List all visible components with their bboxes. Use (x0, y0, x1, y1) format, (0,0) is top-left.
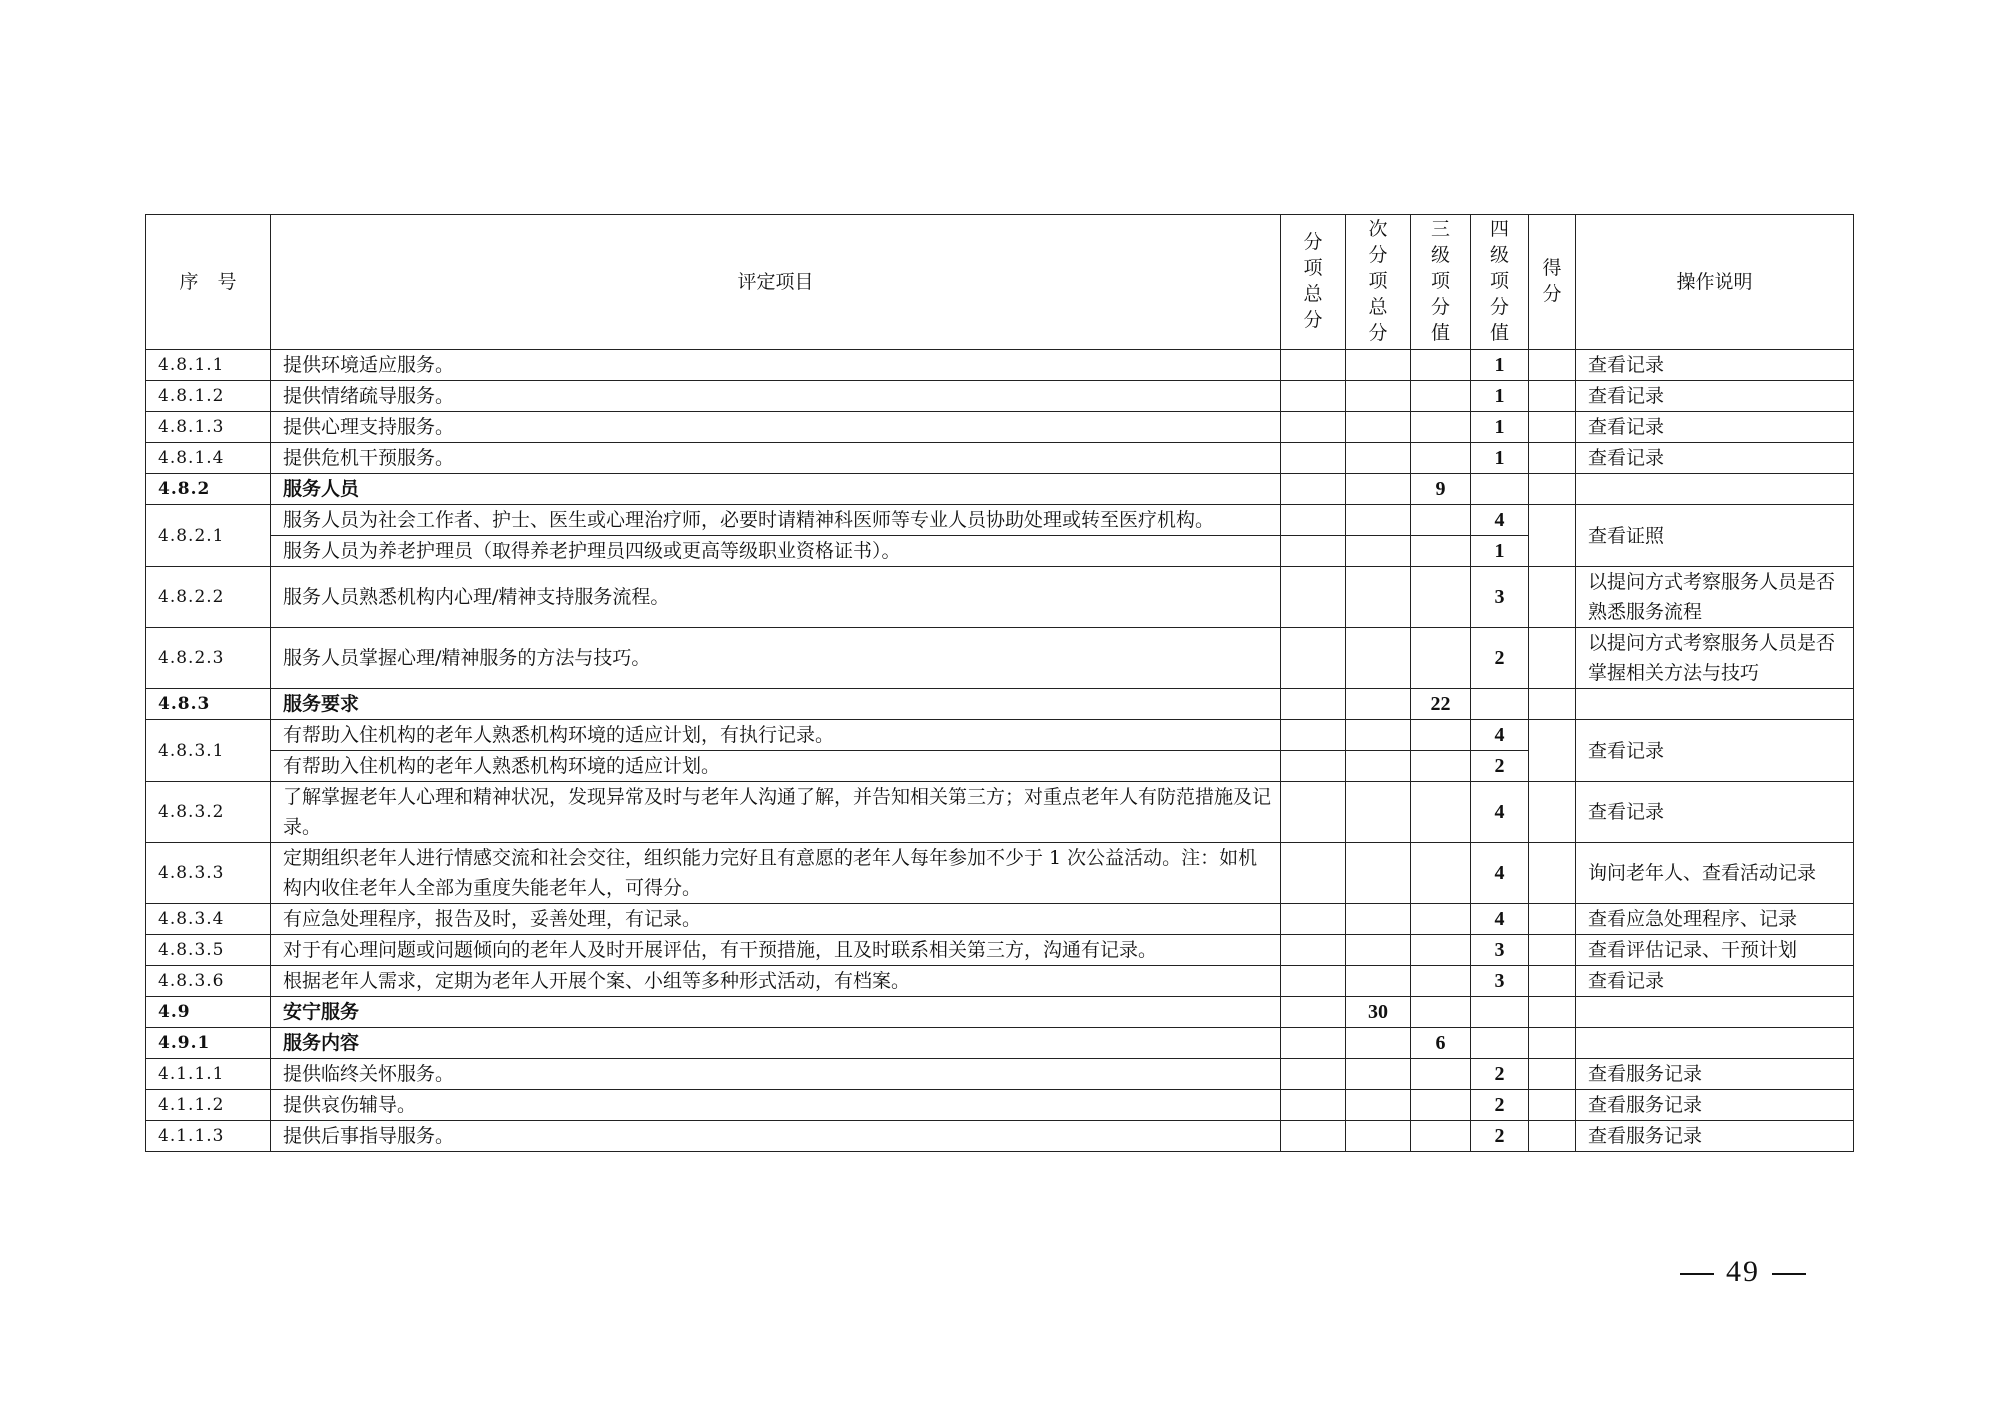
row-item: 提供心理支持服务。 (271, 412, 1281, 443)
table-row (146, 1090, 1854, 1121)
row-note: 查看记录 (1576, 381, 1854, 412)
row-item: 服务人员熟悉机构内心理/精神支持服务流程。 (271, 567, 1281, 628)
row-item: 有帮助入住机构的老年人熟悉机构环境的适应计划。 (271, 751, 1281, 782)
page-number (1668, 1255, 1818, 1289)
row-code: 4.8.3.5 (146, 935, 271, 966)
row-note: 查看记录 (1576, 443, 1854, 474)
header-row (146, 215, 1854, 350)
row-code: 4.8.1.3 (146, 412, 271, 443)
row-score-cell (1529, 843, 1576, 904)
table-row (146, 1059, 1854, 1090)
row-item: 提供危机干预服务。 (271, 443, 1281, 474)
row-item: 定期组织老年人进行情感交流和社会交往，组织能力完好且有意愿的老年人每年参加不少于 1 次公益活动。注：如机构内收住老年人全部为重度失能老年人，可得分。 (271, 843, 1281, 904)
row-code: 4.8.2.2 (146, 567, 271, 628)
row-score-cell (1529, 935, 1576, 966)
row-score-cell (1529, 720, 1576, 782)
row-code: 4.1.1.3 (146, 1121, 271, 1152)
row-note: 查看证照 (1576, 505, 1854, 567)
row-code: 4.8.3.4 (146, 904, 271, 935)
row-score-cell (1529, 350, 1576, 381)
header-item: 评定项目 (271, 215, 1281, 350)
row-item: 提供情绪疏导服务。 (271, 381, 1281, 412)
row-item: 提供哀伤辅导。 (271, 1090, 1281, 1121)
table-row (146, 567, 1854, 628)
header-second-total: 次分项总分 (1346, 215, 1411, 350)
row-note: 查看服务记录 (1576, 1121, 1854, 1152)
row-item: 提供临终关怀服务。 (271, 1059, 1281, 1090)
table-row (146, 966, 1854, 997)
row-code: 4.8.3.3 (146, 843, 271, 904)
row-level4-score: 2 (1471, 1121, 1529, 1152)
header-note: 操作说明 (1576, 215, 1854, 350)
section-title: 服务要求 (271, 689, 1281, 720)
row-level4-score: 1 (1471, 536, 1529, 567)
row-item: 提供环境适应服务。 (271, 350, 1281, 381)
row-item: 了解掌握老年人心理和精神状况，发现异常及时与老年人沟通了解，并告知相关第三方；对重点老年人有防范措施及记录。 (271, 782, 1281, 843)
section-level3-score: 9 (1411, 474, 1471, 505)
row-level4-score: 3 (1471, 935, 1529, 966)
row-level4-score: 4 (1471, 720, 1529, 751)
row-item: 有帮助入住机构的老年人熟悉机构环境的适应计划，有执行记录。 (271, 720, 1281, 751)
table-row (146, 1121, 1854, 1152)
header-score: 得分 (1529, 215, 1576, 350)
row-level4-score: 3 (1471, 567, 1529, 628)
table-row (146, 381, 1854, 412)
section-title: 服务人员 (271, 474, 1281, 505)
header-level4: 四级项分值 (1471, 215, 1529, 350)
row-score-cell (1529, 567, 1576, 628)
row-note: 查看服务记录 (1576, 1059, 1854, 1090)
row-level4-score: 1 (1471, 350, 1529, 381)
table-row (146, 935, 1854, 966)
header-code: 序 号 (146, 215, 271, 350)
row-level4-score: 1 (1471, 412, 1529, 443)
row-score-cell (1529, 1059, 1576, 1090)
row-level4-score: 1 (1471, 381, 1529, 412)
row-code: 4.8.2.1 (146, 505, 271, 567)
row-note: 查看应急处理程序、记录 (1576, 904, 1854, 935)
row-note: 查看记录 (1576, 412, 1854, 443)
row-level4-score: 1 (1471, 443, 1529, 474)
row-score-cell (1529, 782, 1576, 843)
row-level4-score: 2 (1471, 1090, 1529, 1121)
row-note: 以提问方式考察服务人员是否掌握相关方法与技巧 (1576, 628, 1854, 689)
row-score-cell (1529, 966, 1576, 997)
row-score-cell (1529, 904, 1576, 935)
section-title: 安宁服务 (271, 997, 1281, 1028)
section-row (146, 474, 1854, 505)
table-row (146, 782, 1854, 843)
table-row (146, 412, 1854, 443)
row-note: 查看记录 (1576, 720, 1854, 782)
row-note: 查看服务记录 (1576, 1090, 1854, 1121)
section-row (146, 997, 1854, 1028)
row-item: 提供后事指导服务。 (271, 1121, 1281, 1152)
row-code: 4.8.1.1 (146, 350, 271, 381)
section-level2-score: 30 (1346, 997, 1411, 1028)
row-score-cell (1529, 1121, 1576, 1152)
table-row (146, 350, 1854, 381)
row-level4-score: 2 (1471, 751, 1529, 782)
row-code: 4.8.1.4 (146, 443, 271, 474)
row-level4-score: 4 (1471, 505, 1529, 536)
section-code: 4.9 (146, 997, 271, 1028)
row-level4-score: 3 (1471, 966, 1529, 997)
row-note: 查看记录 (1576, 966, 1854, 997)
row-code: 4.8.3.2 (146, 782, 271, 843)
section-level3-score: 6 (1411, 1028, 1471, 1059)
row-item: 根据老年人需求，定期为老年人开展个案、小组等多种形式活动，有档案。 (271, 966, 1281, 997)
row-code: 4.1.1.2 (146, 1090, 271, 1121)
page-number-dash-right (1772, 1273, 1806, 1275)
section-code: 4.8.3 (146, 689, 271, 720)
header-sub-total: 分项总分 (1281, 215, 1346, 350)
row-score-cell (1529, 443, 1576, 474)
row-item: 对于有心理问题或问题倾向的老年人及时开展评估，有干预措施，且及时联系相关第三方，沟通有记录。 (271, 935, 1281, 966)
row-note: 询问老年人、查看活动记录 (1576, 843, 1854, 904)
section-row (146, 689, 1854, 720)
table-row (146, 843, 1854, 904)
section-code: 4.8.2 (146, 474, 271, 505)
row-level4-score: 4 (1471, 843, 1529, 904)
row-note: 查看记录 (1576, 782, 1854, 843)
page-number-dash-left (1680, 1273, 1714, 1275)
page-number-value: 49 (1726, 1255, 1760, 1288)
header-level3: 三级项分值 (1411, 215, 1471, 350)
row-level4-score: 4 (1471, 782, 1529, 843)
row-item: 服务人员掌握心理/精神服务的方法与技巧。 (271, 628, 1281, 689)
row-score-cell (1529, 1090, 1576, 1121)
row-code: 4.8.3.6 (146, 966, 271, 997)
row-level4-score: 2 (1471, 628, 1529, 689)
row-score-cell (1529, 412, 1576, 443)
row-code: 4.8.3.1 (146, 720, 271, 782)
table-row (146, 628, 1854, 689)
row-level4-score: 2 (1471, 1059, 1529, 1090)
evaluation-table (145, 214, 1854, 1152)
section-row (146, 1028, 1854, 1059)
table-row (146, 505, 1854, 536)
row-score-cell (1529, 505, 1576, 567)
row-score-cell (1529, 381, 1576, 412)
table-row (146, 443, 1854, 474)
row-item: 有应急处理程序，报告及时，妥善处理，有记录。 (271, 904, 1281, 935)
row-code: 4.8.1.2 (146, 381, 271, 412)
section-code: 4.9.1 (146, 1028, 271, 1059)
row-item: 服务人员为社会工作者、护士、医生或心理治疗师，必要时请精神科医师等专业人员协助处理或转至医疗机构。 (271, 505, 1281, 536)
row-level4-score: 4 (1471, 904, 1529, 935)
row-code: 4.1.1.1 (146, 1059, 271, 1090)
table-row (146, 720, 1854, 751)
row-note: 以提问方式考察服务人员是否熟悉服务流程 (1576, 567, 1854, 628)
row-item: 服务人员为养老护理员（取得养老护理员四级或更高等级职业资格证书）。 (271, 536, 1281, 567)
row-code: 4.8.2.3 (146, 628, 271, 689)
table-row (146, 904, 1854, 935)
section-level3-score: 22 (1411, 689, 1471, 720)
row-note: 查看评估记录、干预计划 (1576, 935, 1854, 966)
row-note: 查看记录 (1576, 350, 1854, 381)
row-score-cell (1529, 628, 1576, 689)
section-title: 服务内容 (271, 1028, 1281, 1059)
